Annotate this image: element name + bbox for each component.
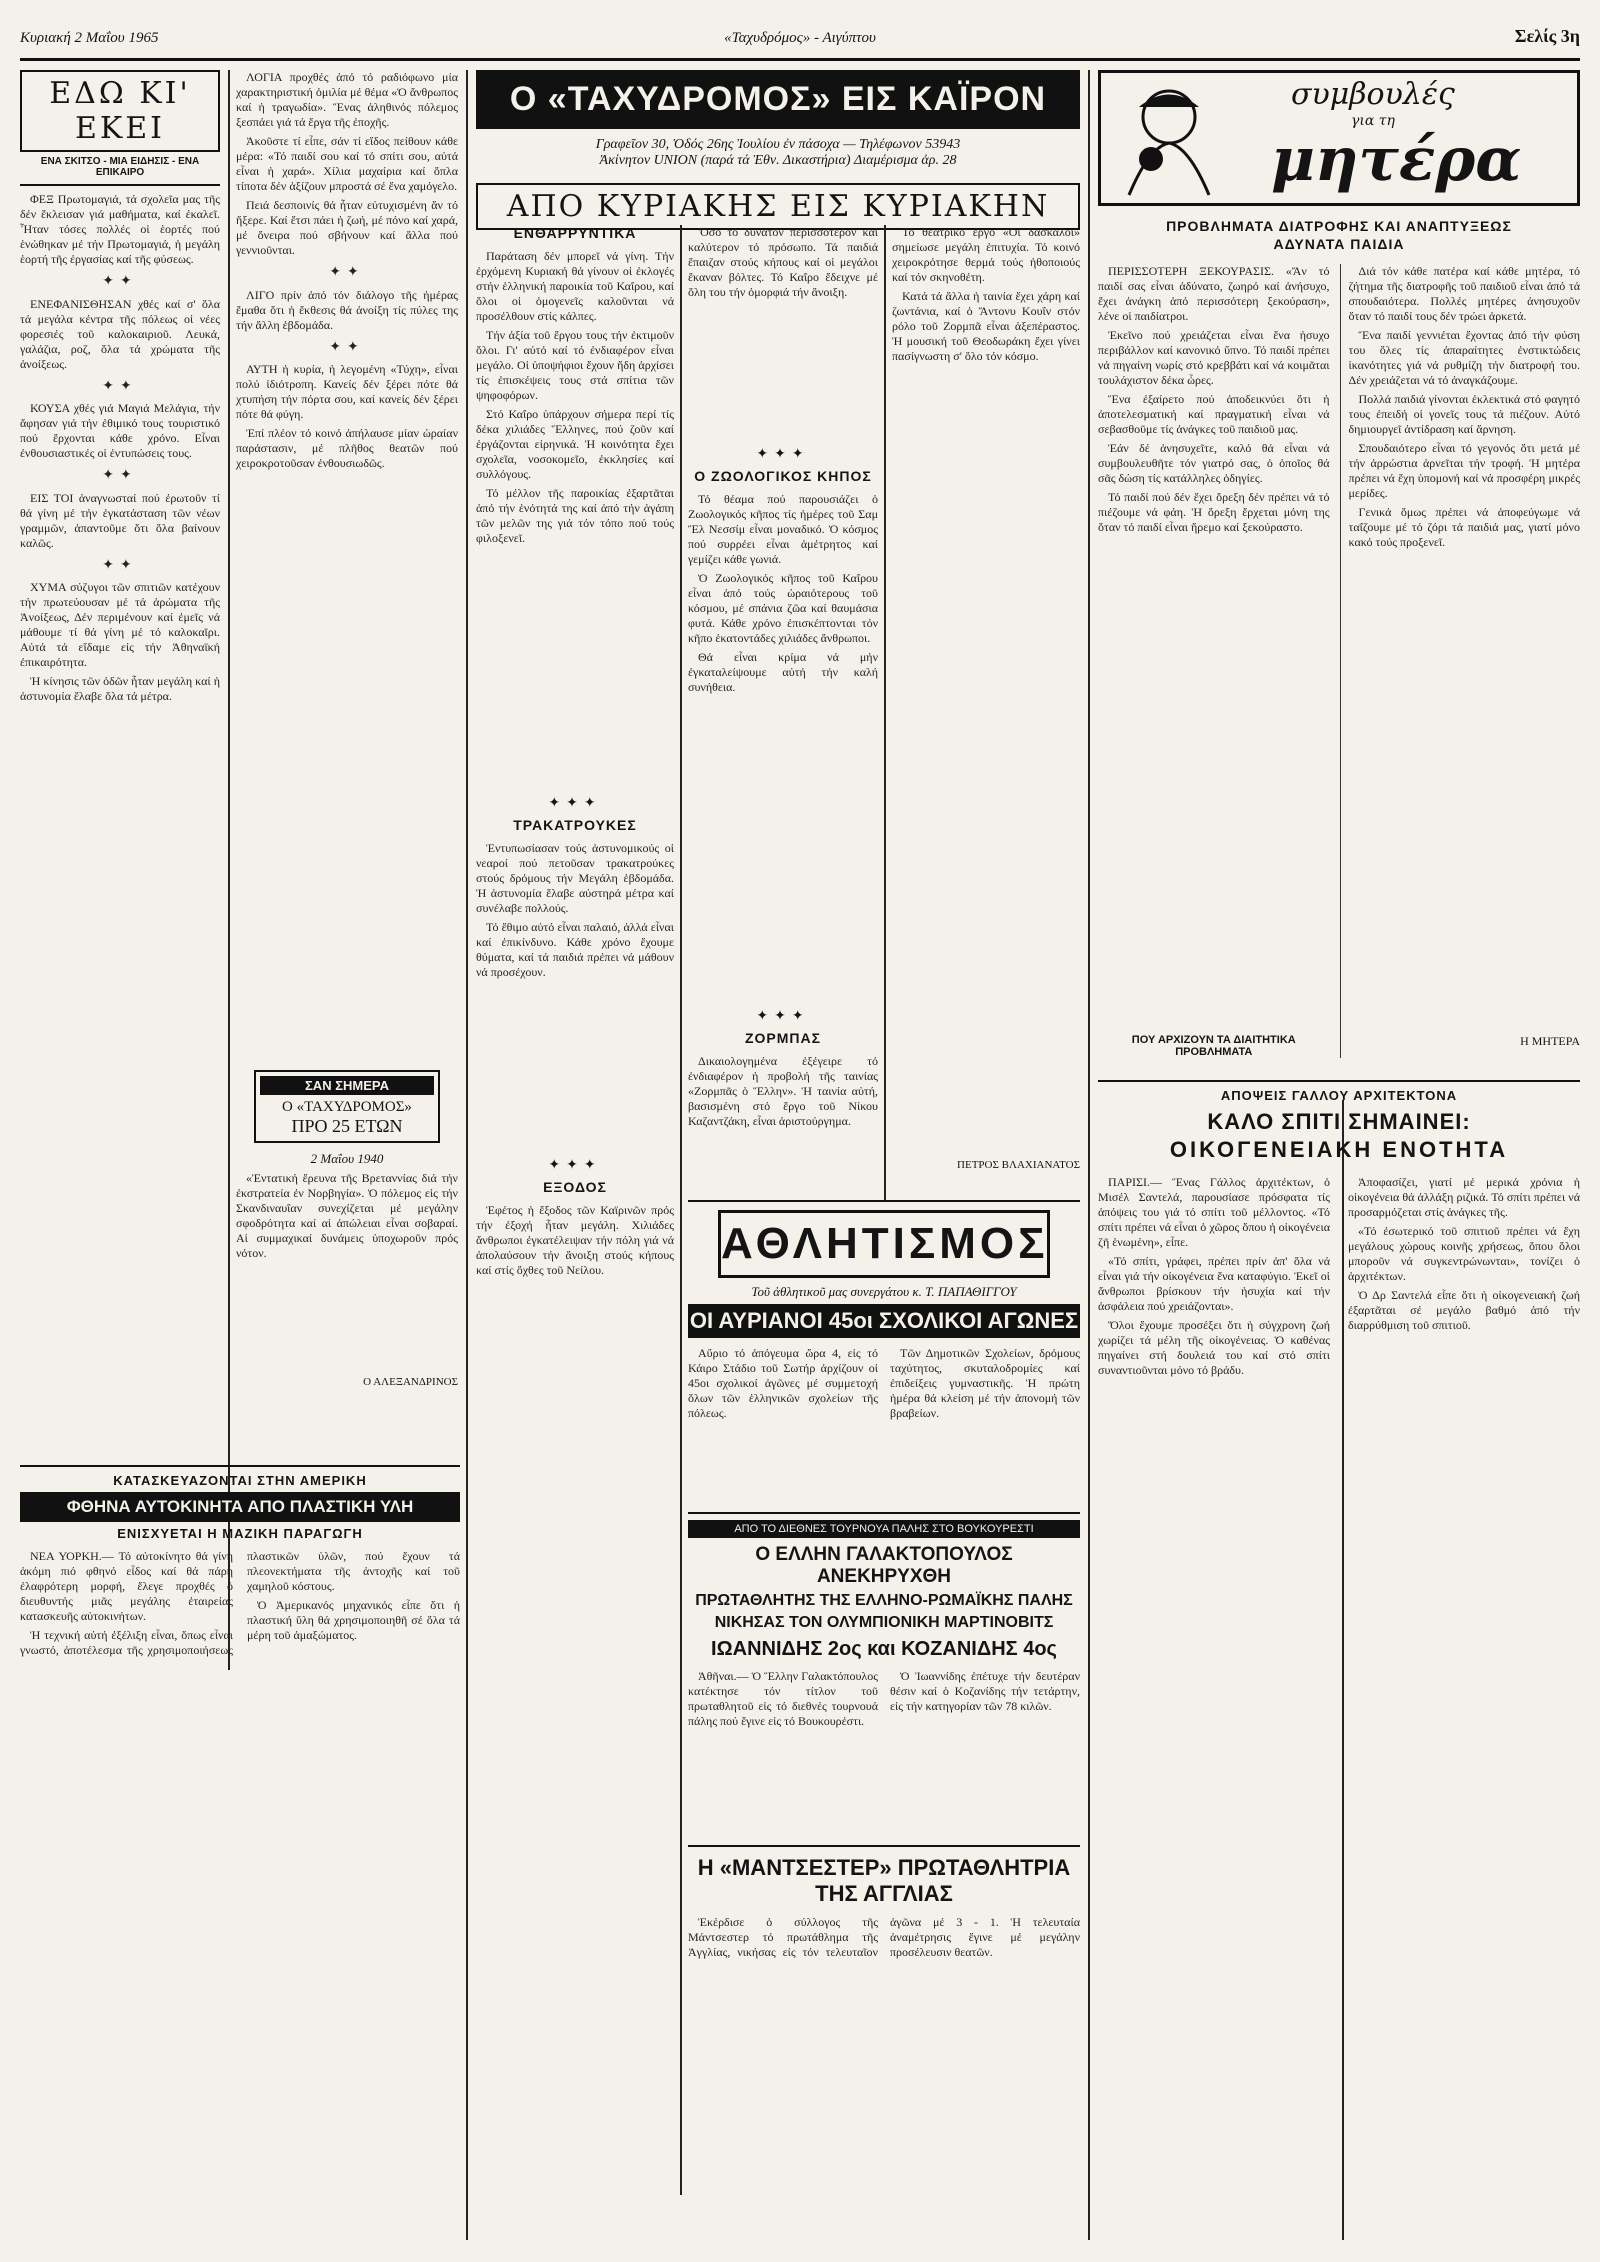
- architect-left-body: [1098, 1175, 1330, 2165]
- center-address-1: Γραφεῖον 30, Ὁδός 26ης Ἰουλίου ἐν πάσοχα — Τηλέφωνον 53943: [595, 137, 961, 152]
- paragraph: ΛΟΓΙΑ προχθές ἀπό τό ραδιόφωνο μία χαρακτηριστική ὁμιλία μέ θέμα «Ὁ ἄνθρωπος καί ἡ τραγωδία». Ἕνας ἀληθινός πόλεμος ξεσπάει γιά τά ἔργα τῆς ἐποχῆς.: [236, 70, 458, 129]
- center-col-c: [892, 225, 1080, 1171]
- ornament: ✦✦✦: [548, 795, 602, 811]
- sports-title: ΑΘΛΗΤΙΣΜΟΣ: [721, 1219, 1049, 1268]
- paragraph: Διά τόν κάθε πατέρα καί κάθε μητέρα, τό ζήτημα τῆς διατροφῆς τοῦ παιδιοῦ εἶναι ἀπό τά σπουδαιότερα. Πολλές μητέρες ἀνησυχοῦν ὅταν τό παιδί τους δέν τρώει ἀρκετά.: [1348, 264, 1580, 323]
- ornament: ✦✦: [102, 378, 138, 394]
- article-body: [892, 225, 1080, 1155]
- paragraph: «Ἐντατική ἔρευνα τῆς Βρεταννίας διά τήν ἐκστρατεία ἐν Νορβηγία». Ὁ πόλεμος εἰς τήν Σκανδιναυΐαν συνεχίζεται μέ μεγάλην σφοδρότητα καί αἱ ἀπώλειαι εἶναι σοβαραί. Αἱ συμμαχικαί δυνάμεις ὑποχωροῦν πρός νότον.: [236, 1171, 458, 1260]
- anniversary-line1: Ο «ΤΑΧΥΔΡΟΜΟΣ»: [282, 1099, 412, 1115]
- chess-headline-3: ΝΙΚΗΣΑΣ ΤΟΝ ΟΛΥΜΠΙΟΝΙΚΗ ΜΑΡΤΙΝΟΒΙΤΣ: [714, 1614, 1054, 1631]
- sports-section: [688, 1200, 1080, 2025]
- column-second: [236, 70, 458, 1388]
- chess-kicker: ΑΠΟ ΤΟ ΔΙΕΘΝΕΣ ΤΟΥΡΝΟΥΑ ΠΑΛΗΣ ΣΤΟ ΒΟΥΚΟΥΡΕΣΤΙ: [688, 1520, 1080, 1538]
- sports-headline: ΟΙ ΑΥΡΙΑΝΟΙ 45οι ΣΧΟΛΙΚΟΙ ΑΓΩΝΕΣ: [688, 1304, 1080, 1338]
- article-body: [688, 225, 878, 440]
- column-rule: [466, 70, 468, 2240]
- article-title: ΤΡΑΚΑΤΡΟΥΚΕΣ: [513, 817, 637, 833]
- paragraph: Στό Καΐρο ὑπάρχουν σήμερα περί τίς δέκα χιλιάδες Ἕλληνες, πού ζοῦν καί ἐργάζονται εἰρηνικά. Ἡ κοινότητα ἔχει σχολεῖα, νοσοκομεῖο, ἐκκλησίες καί συλλόγους.: [476, 407, 674, 481]
- divider: [20, 1465, 460, 1467]
- mother-advice-title-big: μητέρα: [1271, 125, 1522, 195]
- paragraph: Ἀκοῦστε τί εἶπε, σάν τί εἴδος πείθουν κάθε μέρα: «Τό παιδί σου καί τό σπίτι σου, αὐτά εἶναι ἡ χαρά». Χίλια μαχαίρια καί ὅπλα τίποτα δέν ἀξίζουν μπροστά σέ ἕνα χαμόγελο.: [236, 134, 458, 193]
- edo-ki-ekei-subheader: ΕΝΑ ΣΚΙΤΣΟ - ΜΙΑ ΕΙΔΗΣΙΣ - ΕΝΑ ΕΠΙΚΑΙΡΟ: [40, 156, 200, 178]
- sports-body: [688, 1346, 1080, 1506]
- divider: [688, 1200, 1080, 1202]
- anniversary-title: ΣΑΝ ΣΗΜΕΡΑ: [260, 1076, 434, 1095]
- anniversary-signature: Ο ΑΛΕΞΑΝΔΡΙΝΟΣ: [363, 1376, 458, 1388]
- anniversary-box: [254, 1070, 440, 1143]
- divider: [688, 1845, 1080, 1847]
- mother-advice-title-top: συμβουλές: [1291, 77, 1455, 112]
- mother-advice-signature: Η ΜΗΤΕΡΑ: [1520, 1034, 1580, 1048]
- anniversary-date: 2 Μαΐου 1940: [310, 1151, 384, 1166]
- article-title: Ο ΖΩΟΛΟΓΙΚΟΣ ΚΗΠΟΣ: [694, 468, 872, 484]
- paragraph: Τό μέλλον τῆς παροικίας ἐξαρτᾶται ἀπό τήν ἑνότητά της καί ἀπό τήν ἀγάπη τῶν μελῶν της γιά τόν τόπο πού τούς φιλοξενεῖ.: [476, 486, 674, 545]
- paragraph: Ὅσο τό δυνατόν περισσότερον καί καλύτερον τό πρόσωπο. Τά παιδιά ἔπαιζαν στούς κήπους καί οἱ μεγάλοι ἔκαναν βόλτες. Τό Καΐρο ἔδειχνε μέ ὅλη του τήν ὀμορφιά τήν ἄνοιξη.: [688, 225, 878, 299]
- paragraph: Παράταση δέν μπορεῖ νά γίνη. Τήν ἐρχόμενη Κυριακή θά γίνουν οἱ ἐκλογές στήν ἑλληνική παροικία τοῦ Καΐρου, καί ὅλοι οἱ ὁμογενεῖς καλοῦνται νά προσέλθουν στίς κάλπες.: [476, 249, 674, 323]
- article-title: ΖΟΡΜΠΑΣ: [744, 1030, 822, 1046]
- masthead: [20, 22, 1580, 61]
- center-col-b: [688, 225, 878, 1224]
- paragraph: Ἡ κίνησις τῶν ὁδῶν ἦταν μεγάλη καί ἡ ἀστυνομία ἔλαβε ὅλα τά μέτρα.: [20, 674, 220, 703]
- mother-advice-section: [1098, 70, 1580, 1058]
- paragraph: Ἡ τεχνική αὐτή ἐξέλιξη εἶναι, ὅπως εἶναι γνωστό, ἀποτέλεσμα τῆς χρησιμοποιήσεως πλαστικῶν ὑλῶν, πού ἔχουν τά πλεονεκτήματα τῆς ἀντοχῆς καί τοῦ χαμηλοῦ κόστους.: [20, 1549, 460, 1657]
- section-box: [476, 183, 1080, 230]
- ornament: ✦✦✦: [756, 446, 810, 462]
- mother-advice-columns: [1098, 264, 1580, 1058]
- paragraph: Ἕνα παιδί γεννιέται ἔχοντας ἀπό τήν φύση του ὅλες τίς ἀπαραίτητες ἐνστικτώδεις ἱκανότητες γιά νά ρυθμίζη τήν διατροφή του. Δέν χρειάζεται νά τό ἀναγκάζουμε.: [1348, 328, 1580, 387]
- paragraph: Πολλά παιδιά γίνονται ἐκλεκτικά στό φαγητό τους ἐπειδή οἱ γονεῖς τους τά πιέζουν. Αὐτό δημιουργεῖ ἀντίδραση καί ἄρνηση.: [1348, 392, 1580, 436]
- paragraph: ΕΝΕΦΑΝΙΣΘΗΣΑΝ χθές καί σ' ὅλα τά μεγάλα κέντρα τῆς πόλεως οἱ νέες φορεσιές τοῦ καλοκαιριοῦ. Λευκά, γαλάζια, ροζ, ὅλα τά χρώματα τῆς ἀνοίξεως.: [20, 296, 220, 371]
- edo-ki-ekei-body: [20, 192, 220, 1362]
- divider: [688, 1512, 1080, 1514]
- ornament: ✦✦✦: [756, 1008, 810, 1024]
- architect-headline-2: ΟΙΚΟΓΕΝΕΙΑΚΗ ΕΝΟΤΗΤΑ: [1169, 1137, 1509, 1162]
- chess-headline-1: Ο ΕΛΛΗΝ ΓΑΛΑΚΤΟΠΟΥΛΟΣ ΑΝΕΚΗΡΥΧΘΗ: [755, 1544, 1013, 1587]
- paragraph: ΠΕΡΙΣΣΟΤΕΡΗ ΞΕΚΟΥΡΑΣΙΣ. «Ἄν τό παιδί σας εἶναι ἀδύνατο, ζωηρό καί ἀνήσυχο, ἔχει ἀνάγκη ἀπό περισσότερη ξεκούραση», λένε οἱ παιδίατροι.: [1098, 264, 1330, 323]
- article-body: [688, 492, 878, 1002]
- section-title: ΑΠΟ ΚΥΡΙΑΚΗΣ ΕΙΣ ΚΥΡΙΑΚΗΝ: [506, 189, 1050, 224]
- paragraph: ΛΙΓΟ πρίν ἀπό τόν διάλογο τῆς ἡμέρας ἔμαθα ὅτι ἡ ἔκθεσις θά ἀνοίξη τίς πύλες της τήν ἄλλη ἑβδομάδα.: [236, 287, 458, 332]
- chess-body: [688, 1669, 1080, 1839]
- mother-advice-subtitle: ΑΔΥΝΑΤΑ ΠΑΙΔΙΑ: [1273, 236, 1405, 252]
- column-rule: [884, 225, 886, 1200]
- paragraph: Ὁ Δρ Σαντελά εἶπε ὅτι ἡ οἰκογενειακή ζωή ἐξαρτᾶται σέ μεγάλο βαθμό ἀπό τήν διαρρύθμιση τοῦ σπιτιοῦ.: [1348, 1288, 1580, 1332]
- center-col-a: [476, 225, 674, 1923]
- anniversary-text: [236, 1171, 458, 1376]
- masthead-paper: «Ταχυδρόμος» - Αιγύπτου: [724, 30, 876, 46]
- story-kicker: ΚΑΤΑΣΚΕΥΑΖΟΝΤΑΙ ΣΤΗΝ ΑΜΕΡΙΚΗ: [113, 1473, 367, 1488]
- ornament: ✦✦: [102, 557, 138, 573]
- paragraph: Ἐπί πλέον τό κοινό ἀπήλαυσε μίαν ὡραίαν παράστασιν, μέ πλῆθος θεατῶν πού χειροκροτοῦσαν ἐνθουσιωδῶς.: [236, 426, 458, 470]
- article-body: [476, 1203, 674, 1923]
- architect-section: [1098, 1080, 1580, 2165]
- football-headline: Η «ΜΑΝΤΣΕΣΤΕΡ» ΠΡΩΤΑΘΛΗΤΡΙΑ ΤΗΣ ΑΓΓΛΙΑΣ: [697, 1855, 1071, 1906]
- sports-byline: Τοῦ ἀθλητικοῦ μας συνεργάτου κ. Τ. ΠΑΠΑΘΙΓΓΟΥ: [751, 1284, 1017, 1299]
- mother-advice-right: [1340, 264, 1581, 1058]
- article-title: ΕΞΟΔΟΣ: [543, 1179, 607, 1195]
- paragraph: Αὔριο τό ἀπόγευμα ὥρα 4, εἰς τό Κάιρο Στάδιο τοῦ Σωτήρ ἀρχίζουν οἱ 45οι σχολικοί ἀγῶνες μέ συμμετοχή ὅλων τῶν ἑλληνικῶν σχολείων τῆς πόλεως.: [688, 1346, 878, 1420]
- paragraph: Γενικά ὅμως πρέπει νά ἀποφεύγωμε νά ταΐζουμε μέ τό ζόρι τά παιδιά μας, γιατί μόνο κακό τούς προξενεῖ.: [1348, 505, 1580, 549]
- ornament: ✦✦✦: [548, 1157, 602, 1173]
- paragraph: Ἐκεῖνο πού χρειάζεται εἶναι ἕνα ἡσυχο περιβάλλον καί κανονικό ὕπνο. Τό παιδί πρέπει νά πηγαίνη νωρίς στό κρεββάτι καί νά κοιμᾶται τουλάχιστον δέκα ὧρες.: [1098, 328, 1330, 387]
- paragraph: ΚΟΥΣΑ χθές γιά Μαγιά Μελάγια, τήν ἄφησαν γιά τήν ἐθιμικό τους τουριστικό πού ἔρχονται κάθε χρόνο. Εἶναι ἐνθουσιαστικές οἱ ἐντυπώσεις τους.: [20, 401, 220, 460]
- edo-ki-ekei-box: [20, 70, 220, 152]
- column-second-body: [236, 70, 458, 1060]
- center-address-2: Ἀκίνητον UNION (παρά τά Ἐθν. Δικαστήρια) Διαμέρισμα ἀρ. 28: [599, 153, 957, 168]
- center-title: Ο «ΤΑΧΥΔΡΟΜΟΣ» ΕΙΣ ΚΑΪΡΟΝ: [476, 70, 1080, 129]
- divider: [20, 184, 220, 186]
- article-body: [688, 1054, 878, 1224]
- paragraph: Τήν ἀξία τοῦ ἔργου τους τήν ἐκτιμοῦν ὅλοι. Γι' αὐτό καί τό ἐνδιαφέρον εἶναι μεγάλο. Οἱ ὑποψήφιοι ἔχουν ἤδη ἀρχίσει τίς ἐπισκέψεις τους στά σπίτια τῶν ψηφοφόρων.: [476, 328, 674, 402]
- article-signature: ΠΕΤΡΟΣ ΒΛΑΧΙΑΝΑΤΟΣ: [957, 1159, 1080, 1171]
- paragraph: ΑΥΤΗ ἡ κυρία, ἡ λεγομένη «Τύχη», εἶναι πολύ ἰδιότροπη. Κανείς δέν ξέρει πότε θά χτυπήση τήν πόρτα σου, καί κανείς δέν ξέρει πότε θά φύγη.: [236, 362, 458, 421]
- center-header: [476, 70, 1080, 230]
- paragraph: ΧΥΜΑ σύζυγοι τῶν σπιτιῶν κατέχουν τήν πρωτεύουσαν μέ τά ἀρώματα τῆς Ἀνοίξεως, Δέν περιμένουν καί ἐμεῖς νά μάθουμε τί θά γίνη μέ τό καλοκαῖρι. Αὐτά τά εἴδαμε εἰς τήν Ἀθηναϊκή ἐπικαιρότητα.: [20, 580, 220, 669]
- edo-ki-ekei-header: ΕΔΩ ΚΙ' ΕΚΕΙ: [49, 76, 191, 146]
- paragraph: Δικαιολογημένα ἐξέγειρε τό ἐνδιαφέρον ἡ προβολή τῆς ταινίας «Ζορμπᾶς ὁ Ἕλλην». Ἡ ταινία αὐτή, βασισμένη στό ἔργο τοῦ Νίκου Καζαντζάκη, εἶναι ἀριστούργημα.: [688, 1054, 878, 1128]
- paragraph: «Τό σπίτι, γράφει, πρέπει πρίν ἀπ' ὅλα νά εἶναι γιά τήν οἰκογένεια ἕνα καταφύγιο. Ἐκεῖ οἱ ἄνθρωποι βρίσκουν τήν ἡσυχία καί τήν ἀσφάλεια πού χρειάζονται».: [1098, 1254, 1330, 1313]
- paragraph: Πειά δεσποινίς θά ἦταν εὐτυχισμένη ἄν τό ἤξερε. Καί ἔτσι πάει ἡ ζωή, μέ πόνο καί χαρά, μέ ὄνειρα πού σβήνουν καί ἄλλα πού γεννιοῦνται.: [236, 198, 458, 257]
- architect-headline-1: ΚΑΛΟ ΣΠΙΤΙ ΣΗΜΑΙΝΕΙ:: [1207, 1109, 1471, 1134]
- mother-advice-title-mid: για τη: [1351, 113, 1395, 129]
- paragraph: Ὁ Ἀμερικανός μηχανικός εἶπε ὅτι ἡ πλαστική ὕλη θά χρησιμοποιηθῆ σέ ὅλα τά μέρη τοῦ ἀμαξώματος.: [247, 1598, 460, 1642]
- paragraph: Τῶν Δημοτικῶν Σχολείων, δρόμους ταχύτητος, σκυταλοδρομίες καί ἐπιδείξεις γυμναστικῆς. Ἡ πρώτη ἡμέρα θά κλείση μέ τήν ἀπονομή τῶν βραβείων.: [890, 1346, 1080, 1420]
- article-body: [476, 841, 674, 1151]
- paragraph: ΦΕΞ Πρωτομαγιά, τά σχολεῖα μας τῆς δέν ἔκλεισαν γιά μαθήματα, καί ἐκαλεῖ. Ἦταν τόσες πολλές οἱ ἑορτές πού ἑνώθηκαν μέ τήν Πρωτομαγιά, ἡ μεγάλη ἑορτή τῆς ἐργασίας καί τῆς φύσεως.: [20, 192, 220, 266]
- chess-headline-2: ΠΡΩΤΑΘΛΗΤΗΣ ΤΗΣ ΕΛΛΗΝΟ-ΡΩΜΑΪΚΗΣ ΠΑΛΗΣ: [695, 1592, 1073, 1609]
- mother-child-illustration-icon: [1109, 77, 1229, 197]
- ornament: ✦✦: [329, 339, 365, 355]
- anniversary-line2: ΠΡΟ 25 ΕΤΩΝ: [291, 1116, 403, 1136]
- column-left: [20, 70, 220, 1362]
- ornament: ✦✦: [329, 265, 365, 280]
- paragraph: Ἐάν δέ ἀνησυχεῖτε, καλό θά εἶναι νά συμβουλευθῆτε τόν γιατρό σας, ὁ ὁποῖος θά σᾶς δώση τίς κατάλληλες ὁδηγίες.: [1098, 441, 1330, 485]
- paragraph: Θά εἶναι κρίμα νά μήν ἐγκαταλείψουμε αὐτή τήν καλή συνήθεια.: [688, 650, 878, 694]
- story-title: ΦΘΗΝΑ ΑΥΤΟΚΙΝΗΤΑ ΑΠΟ ΠΛΑΣΤΙΚΗ ΥΛΗ: [20, 1492, 460, 1522]
- article-body: [1349, 264, 1581, 1034]
- article-body: [476, 249, 674, 789]
- paragraph: Ὅλοι ἔχουμε προσέξει ὅτι ἡ σύγχρονη ζωή χωρίζει τά μέλη τῆς οἰκογένειας. Ὁ καθένας πηγαίνει στή δουλειά του καί στό σπίτι συναντιοῦνται μόνο τό βράδυ.: [1098, 1318, 1330, 1377]
- architect-columns: [1098, 1175, 1580, 2165]
- divider: [1098, 1080, 1580, 1082]
- plastic-cars-story: [20, 1465, 460, 2104]
- ornament: ✦✦: [102, 274, 138, 289]
- column-rule: [680, 225, 682, 2195]
- article-title: ΕΝΘΑΡΡΥΝΤΙΚΑ: [513, 225, 637, 241]
- story-subtitle: ΕΝΙΣΧΥΕΤΑΙ Η ΜΑΖΙΚΗ ΠΑΡΑΓΩΓΗ: [117, 1526, 363, 1541]
- paragraph: Σπουδαιότερο εἶναι τό γεγονός ὅτι μετά μέ τήν ἀρρώστια ἀρνεῖται τήν τροφή. Ἡ μητέρα πρέπει νά ἔχη ὑπομονή καί νά προσφέρη μικρές μερίδες.: [1348, 441, 1580, 500]
- paragraph: Τό παιδί πού δέν ἔχει ὄρεξη δέν πρέπει νά τό πιέζουμε νά φάη. Ἡ ὄρεξη ἔρχεται μόνη της ὅταν τό παιδί εἶναι ἤρεμο καί ξεκούραστο.: [1098, 490, 1330, 534]
- mother-advice-banner: [1098, 70, 1580, 206]
- architect-kicker: ΑΠΟΨΕΙΣ ΓΑΛΛΟΥ ΑΡΧΙΤΕΚΤΟΝΑ: [1220, 1088, 1458, 1103]
- paragraph: «Τό ἐσωτερικό τοῦ σπιτιοῦ πρέπει νά ἔχη μεγάλους χώρους κοινῆς χρήσεως, ὅπου ὅλοι μποροῦν νά συγκεντρώνωνται», τονίζει ὁ ἀρχιτέκτων.: [1348, 1224, 1580, 1283]
- paragraph: Ἐντυπωσίασαν τούς ἀστυνομικούς οἱ νεαροί πού πετοῦσαν τρακατρούκες στούς δρόμους τήν Μεγάλη ἑβδομάδα. Ἡ ἀστυνομία ἔλαβε αὐστηρά μέτρα καί συνέλαβε πολλούς.: [476, 841, 674, 915]
- paragraph: Τό θέαμα πού παρουσιάζει ὁ Ζωολογικός κῆπος τίς ἡμέρες τοῦ Σαμ Ἔλ Νεσσίμ εἶναι μοναδικό. Ὁ κόσμος πού συρρέει εἶναι ἀμέτρητος καί γεμίζει κάθε γωνιά.: [688, 492, 878, 566]
- article-body: [1098, 264, 1330, 1034]
- mother-advice-section-title: ΠΡΟΒΛΗΜΑΤΑ ΔΙΑΤΡΟΦΗΣ ΚΑΙ ΑΝΑΠΤΥΞΕΩΣ: [1166, 218, 1512, 234]
- paragraph: Ἕνα ἐξαίρετο πού ἀποδεικνύει ὅτι ἡ ἀποτελεσματική καί πραγματική εἶναι νά σεβασθοῦμε τίς ἀνάγκες τοῦ παιδιοῦ μας.: [1098, 392, 1330, 436]
- paragraph: Ἐκέρδισε ὁ σύλλογος τῆς Μάντσεστερ τό πρωτάθλημα τῆς Ἀγγλίας, νικήσας εἰς τόν τελευταῖον ἀγῶνα μέ 3 - 1. Ἡ τελευταία ἀναμέτρησις ἔγινε μέ μεγάλην προσέλευσιν θεατῶν.: [688, 1915, 1080, 1959]
- paragraph: Ἀποφασίζει, γιατί μέ μερικά χρόνια ἡ οἰκογένεια θά ἀλλάξη ριζικά. Τό σπίτι πρέπει νά προσαρμόζεται στίς ἀνάγκες τῆς.: [1348, 1175, 1580, 1219]
- paragraph: Ὁ Ζωολογικός κῆπος τοῦ Καΐρου εἶναι ἀπό τούς ὡραιότερους τοῦ κόσμου, μέ σπάνια ζῶα καί θαυμάσια φυτά. Κάθε χρόνο ἐπισκέπτονται τόν κῆπο ἑκατοντάδες χιλιάδες ἄνθρωποι.: [688, 571, 878, 645]
- paragraph: Ἀθῆναι.— Ὁ Ἕλλην Γαλακτόπουλος κατέκτησε τόν τίτλον τοῦ πρωταθλητοῦ εἰς τό διεθνές τουρνουά πάλης πού ἔγινε εἰς τό Βουκουρέστι.: [688, 1669, 878, 1728]
- architect-right-body: [1340, 1175, 1580, 2165]
- masthead-page: Σελίς 3η: [1514, 26, 1580, 46]
- chess-headline-4: ΙΩΑΝΝΙΔΗΣ 2ος και ΚΟΖΑΝΙΔΗΣ 4ος: [711, 1638, 1057, 1660]
- masthead-date: Κυριακή 2 Μαΐου 1965: [20, 30, 159, 46]
- paragraph: Τό ἔθιμο αὐτό εἶναι παλαιό, ἀλλά εἶναι καί ἐπικίνδυνο. Κάθε χρόνο ἔχουμε θύματα, καί τά παιδιά πρέπει νά μάθουν νά προσέχουν.: [476, 920, 674, 979]
- story-body: [20, 1549, 460, 2104]
- ornament: ✦✦: [102, 468, 138, 483]
- mother-advice-left: [1098, 264, 1330, 1058]
- sports-banner: [718, 1210, 1050, 1278]
- paragraph: ΠΑΡΙΣΙ.— Ἕνας Γάλλος ἀρχιτέκτων, ὁ Μισέλ Σαντελά, παρουσίασε πρόσφατα τίς ἀπόψεις του γιά τό σπίτι τοῦ μέλλοντος. «Τό σπίτι πρέπει νά εἶναι ὁ χῶρος ὅπου ἡ οἰκογένεια ζῆ ἑνωμένη», εἶπε.: [1098, 1175, 1330, 1249]
- column-rule: [228, 70, 230, 1670]
- football-body: [688, 1915, 1080, 2025]
- paragraph: Ὁ Ἰωαννίδης ἐπέτυχε τήν δευτέραν θέσιν καί ὁ Κοζανίδης τήν τετάρτην, εἰς τήν κατηγορίαν τῶν 78 κιλῶν.: [890, 1669, 1080, 1713]
- paragraph: Ἐφέτος ἡ ἔξοδος τῶν Καϊρινῶν πρός τήν ἐξοχή ἦταν μεγάλη. Χιλιάδες ἄνθρωποι ἐγκατέλειψαν τήν πόλη γιά νά ἀπολαύσουν τήν ἄνοιξη στούς κήπους καί στίς ὄχθες τοῦ Νείλου.: [476, 1203, 674, 1277]
- paragraph: Τό θεατρικό ἔργο «Οἱ δάσκαλοι» σημείωσε μεγάλη ἐπιτυχία. Τό κοινό χειροκρότησε θερμά τούς ἠθοποιούς καί τόν σκηνοθέτη.: [892, 225, 1080, 284]
- column-rule: [1088, 70, 1090, 2240]
- paragraph: ΝΕΑ ΥΟΡΚΗ.— Τό αὐτοκίνητο θά γίνη ἀκόμη πιό φθηνό εἶδος καί θά πάρη ἐλαφρότερη μορφή, ἔλεγε προχθές ὁ διευθυντής μιᾶς μεγάλης ἐταιρείας κατασκευῆς αὐτοκινήτων.: [20, 1549, 233, 1623]
- mother-advice-subhead: ΠΟΥ ΑΡΧΙΖΟΥΝ ΤΑ ΔΙΑΙΤΗΤΙΚΑ ΠΡΟΒΛΗΜΑΤΑ: [1131, 1034, 1296, 1058]
- paragraph: ΕΙΣ ΤΟΙ ἀναγνωσταί πού ἐρωτοῦν τί θά γίνη μέ τήν ἐγκατάσταση τῶν νέων γραμμῶν, ἀπαντοῦμε ὅτι ὅλα βαίνουν καλῶς.: [20, 490, 220, 550]
- paragraph: Κατά τά ἄλλα ἡ ταινία ἔχει χάρη καί ζωντάνια, καί ὁ Ἄντονυ Κουΐν στόν ρόλο τοῦ Ζορμπᾶ εἶναι ἀξεπέραστος. Ἡ μουσική τοῦ Θεοδωράκη ἔχει γίνει πασίγνωστη σ' ὅλο τόν κόσμο.: [892, 289, 1080, 363]
